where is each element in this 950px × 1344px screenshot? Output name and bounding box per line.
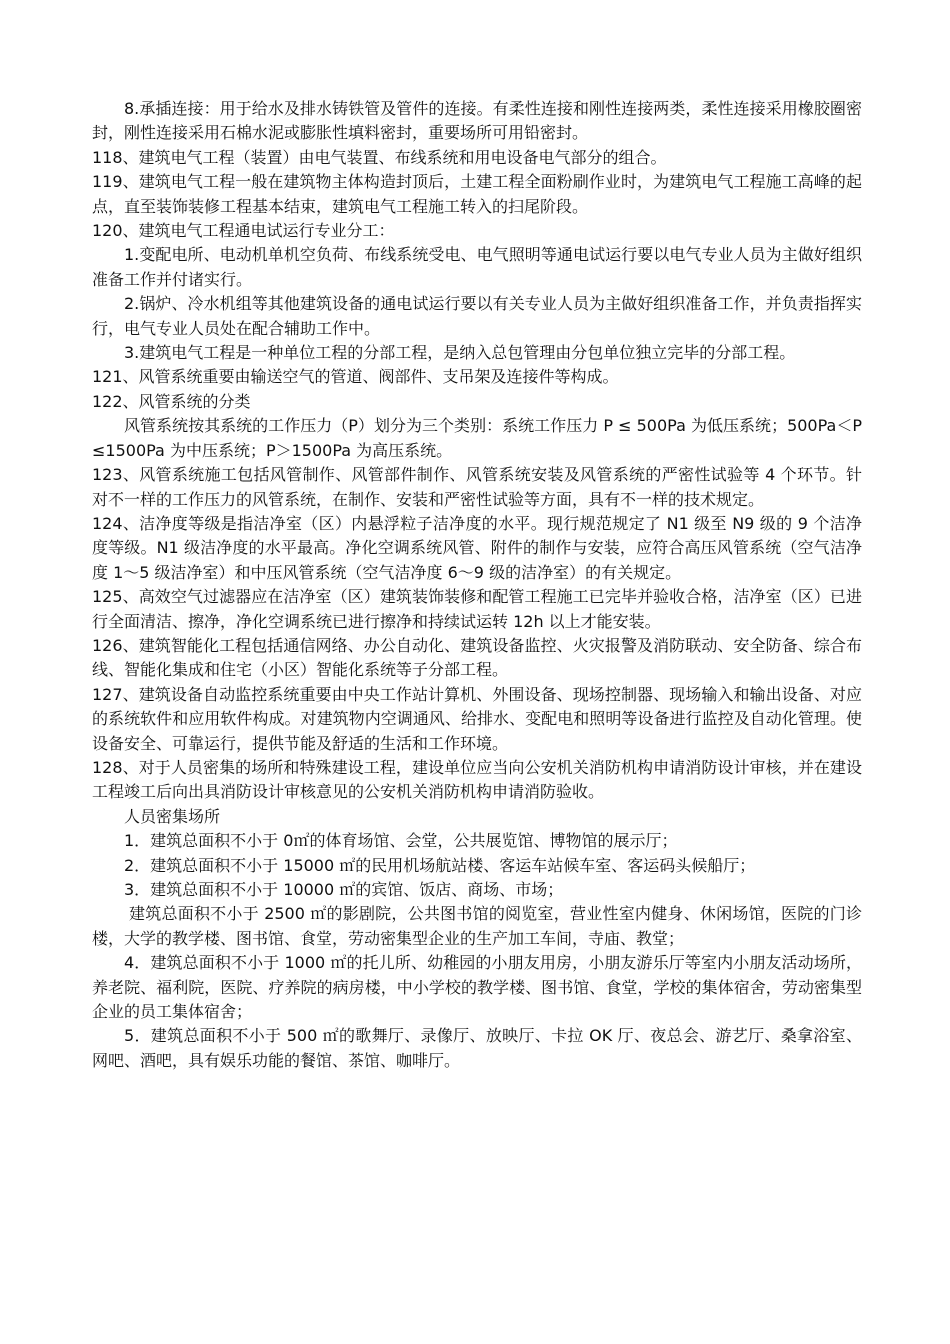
paragraph-128-item-3: 3．建筑总面积不小于 10000 ㎡的宾馆、饭店、商场、市场； <box>124 880 564 899</box>
paragraph-128-item-1: 1．建筑总面积不小于 0㎡的体育场馆、会堂，公共展览馆、博物馆的展示厅； <box>124 831 678 851</box>
paragraph-item-8: 8.承插连接：用于给水及排水铸铁管及管件的连接。有柔性连接和刚性连接两类，柔性连接采用橡胶圈密封，刚性连接采用石棉水泥或膨胀性填料密封，重要场所可用铅密封。 <box>92 99 862 143</box>
paragraph-122-body: 风管系统按其系统的工作压力（P）划分为三个类别：系统工作压力 P ≤ 500Pa 为低压系统；500Pa＜P≤1500Pa 为中压系统；P＞1500Pa 为高压系统。 <box>92 416 862 460</box>
paragraph-127: 127、建筑设备自动监控系统重要由中央工作站计算机、外围设备、现场控制器、现场输入和输出设备、对应的系统软件和应用软件构成。对建筑物内空调通风、给排水、变配电和照明等设备进行监控及自动化管理。使设备安全、可靠运行，提供节能及舒适的生活和工作环境。 <box>92 684 862 753</box>
paragraph-118: 118、建筑电气工程（装置）由电气装置、布线系统和用电设备电气部分的组合。 <box>92 147 667 167</box>
paragraph-125: 125、高效空气过滤器应在洁净室（区）建筑装饰装修和配管工程施工已完毕并验收合格，洁净室（区）已进行全面清洁、擦净，净化空调系统已进行擦净和持续试运转 12h 以上才能安装。 <box>92 587 862 631</box>
paragraph-123: 123、风管系统施工包括风管制作、风管部件制作、风管系统安装及风管系统的严密性试验等 4 个环节。针对不一样的工作压力的风管系统，在制作、安装和严密性试验等方面，具有不一样的技术规定。 <box>92 465 862 509</box>
paragraph-128-item-3-cont: 建筑总面积不小于 2500 ㎡的影剧院，公共图书馆的阅览室，营业性室内健身、休闲场馆，医院的门诊楼，大学的教学楼、图书馆、食堂，劳动密集型企业的生产加工车间，寺庙、教堂； <box>92 904 862 948</box>
paragraph-120-item-2: 2.锅炉、冷水机组等其他建筑设备的通电试运行要以有关专业人员为主做好组织准备工作，并负责指挥实行，电气专业人员处在配合辅助工作中。 <box>92 294 862 338</box>
paragraph-126: 126、建筑智能化工程包括通信网络、办公自动化、建筑设备监控、火灾报警及消防联动、安全防备、综合布线、智能化集成和住宅（小区）智能化系统等子分部工程。 <box>92 635 862 680</box>
paragraph-124: 124、洁净度等级是指洁净室（区）内悬浮粒子洁净度的水平。现行规范规定了 N1 级至 N9 级的 9 个洁净度等级。N1 级洁净度的水平最高。净化空调系统风管、附件的制作与安装，应符合高压风管系统（空气洁净度 1～5 级洁净室）和中压风管系统（空气洁净度 6～9 级的洁净室）的有关规定。 <box>92 513 862 582</box>
paragraph-128: 128、对于人员密集的场所和特殊建设工程，建设单位应当向公安机关消防机构申请消防设计审核，并在建设工程竣工后向出具消防设计审核意见的公安机关消防机构申请消防验收。 <box>92 757 862 802</box>
paragraph-121: 121、风管系统重要由输送空气的管道、阀部件、支吊架及连接件等构成。 <box>92 367 619 387</box>
paragraph-122: 122、风管系统的分类 <box>92 391 251 411</box>
paragraph-120: 120、建筑电气工程通电试运行专业分工： <box>92 221 395 241</box>
paragraph-128-item-5: 5．建筑总面积不小于 500 ㎡的歌舞厅、录像厅、放映厅、卡拉 OK 厅、夜总会、游艺厅、桑拿浴室、网吧、酒吧，具有娱乐功能的餐馆、茶馆、咖啡厅。 <box>92 1026 862 1070</box>
paragraph-128-heading: 人员密集场所 <box>124 806 221 826</box>
paragraph-128-item-4: 4．建筑总面积不小于 1000 ㎡的托儿所、幼稚园的小朋友用房，小朋友游乐厅等室内小朋友活动场所，养老院、福利院，医院、疗养院的病房楼，中小学校的教学楼、图书馆、食堂，学校的集体宿舍，劳动密集型企业的员工集体宿舍； <box>92 953 862 1022</box>
paragraph-119: 119、建筑电气工程一般在建筑物主体构造封顶后，土建工程全面粉刷作业时，为建筑电气工程施工高峰的起点，直至装饰装修工程基本结束，建筑电气工程施工转入的扫尾阶段。 <box>92 172 862 216</box>
paragraph-120-item-1: 1.变配电所、电动机单机空负荷、布线系统受电、电气照明等通电试运行要以电气专业人员为主做好组织准备工作并付诸实行。 <box>92 245 862 289</box>
document-body <box>92 97 862 1073</box>
paragraph-120-item-3: 3.建筑电气工程是一种单位工程的分部工程，是纳入总包管理由分包单位独立完毕的分部工程。 <box>124 343 796 363</box>
paragraph-128-item-2: 2．建筑总面积不小于 15000 ㎡的民用机场航站楼、客运车站候车室、客运码头候船厅； <box>124 855 756 875</box>
